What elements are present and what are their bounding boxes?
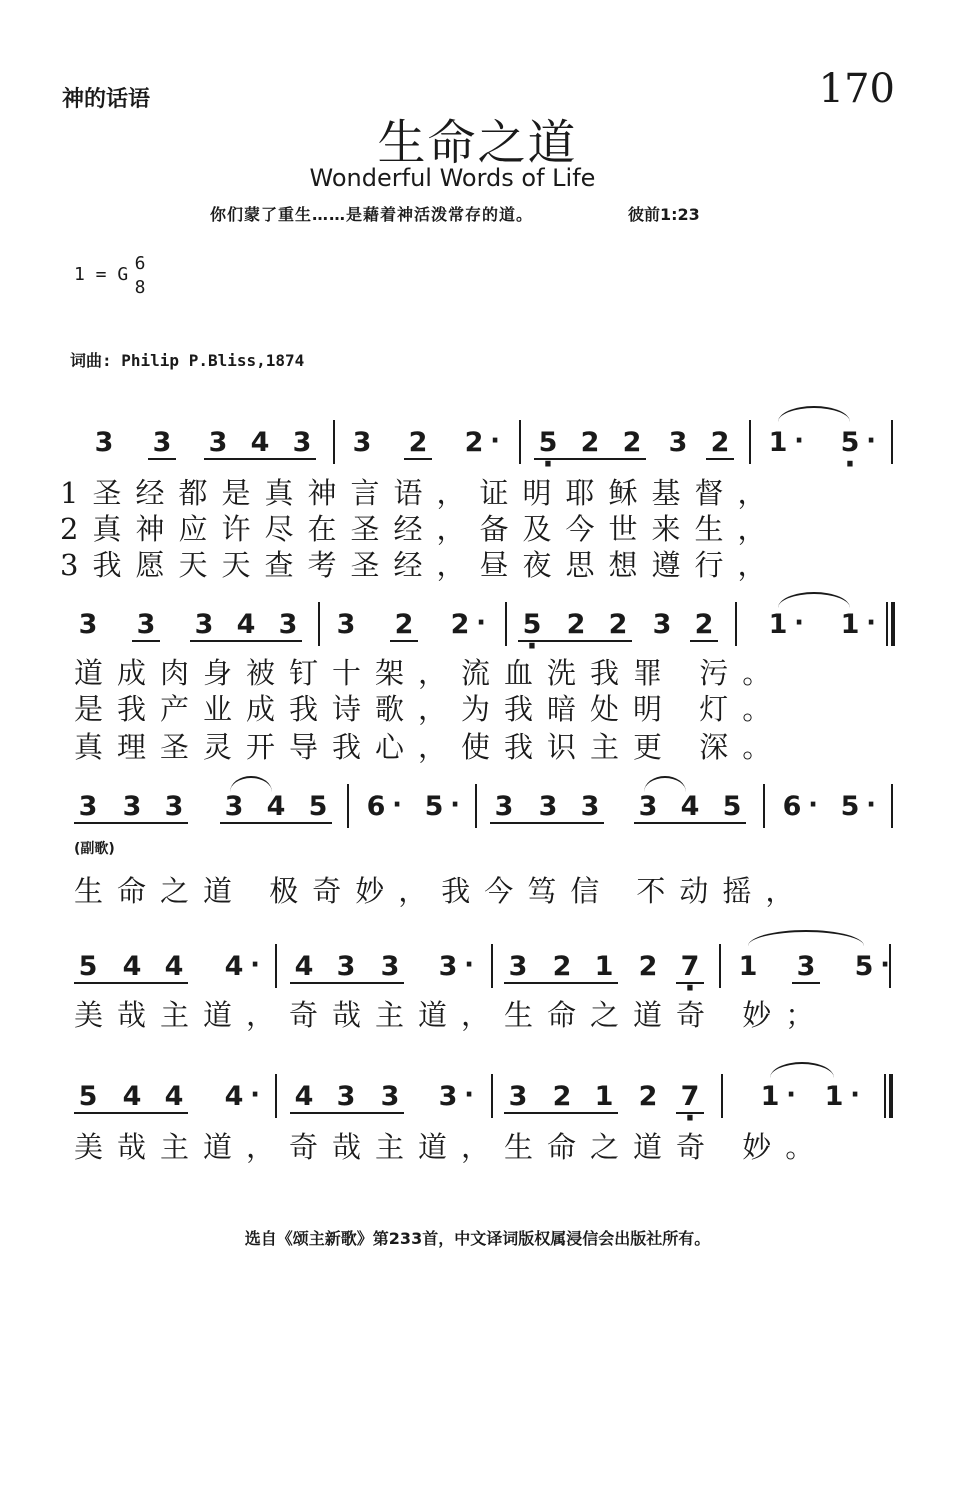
note: 6 ·	[778, 792, 806, 822]
composer-credit: 词曲: Philip P.Bliss,1874	[70, 351, 305, 370]
lyric-line: 美哉主道，奇哉主道，生命之道奇 妙；	[74, 998, 829, 1032]
note: 3	[224, 791, 244, 822]
copyright-footer: 选自《颂主新歌》第233首，中文译词版权属浸信会出版社所有。	[244, 1229, 711, 1248]
note: 4	[294, 1081, 314, 1112]
note: 2	[552, 1081, 572, 1112]
note: · 5	[518, 610, 546, 640]
note: 3	[278, 609, 298, 640]
beam	[706, 458, 734, 460]
note: 1 ·	[764, 610, 792, 640]
final-barline	[884, 1074, 893, 1118]
note: 3	[94, 427, 114, 458]
beam	[634, 822, 746, 824]
beam	[676, 982, 704, 984]
barline	[891, 784, 893, 828]
note: 3	[494, 791, 514, 822]
note: 3	[508, 1081, 528, 1112]
barline	[735, 602, 737, 646]
beam	[132, 640, 160, 642]
barline	[505, 602, 507, 646]
note: 1	[594, 1081, 614, 1112]
barline	[333, 420, 335, 464]
time-signature	[130, 252, 150, 300]
beam	[204, 458, 316, 460]
scripture-verse: 你们蒙了重生……是藉着神活泼常存的道。	[210, 205, 534, 224]
note: 3	[208, 427, 228, 458]
barline	[519, 420, 521, 464]
note: 5 ·	[420, 792, 448, 822]
beam	[518, 640, 632, 642]
note: 2 ·	[460, 428, 488, 458]
note: 2	[638, 1081, 658, 1112]
note: 2	[638, 951, 658, 982]
barline	[318, 602, 320, 646]
note: 3	[580, 791, 600, 822]
barline	[275, 1074, 277, 1118]
note: 3	[796, 951, 816, 982]
note: 4	[122, 951, 142, 982]
note: 5	[78, 1081, 98, 1112]
barline	[889, 944, 891, 988]
hymn-number: 170	[818, 66, 895, 112]
barline	[475, 784, 477, 828]
beam	[534, 458, 646, 460]
note: 3	[652, 609, 672, 640]
note: 1 ·	[764, 428, 792, 458]
slur	[778, 592, 850, 608]
note: 3	[380, 1081, 400, 1112]
beam	[190, 640, 302, 642]
note: · 5	[534, 428, 562, 458]
barline	[491, 1074, 493, 1118]
note: 2	[710, 427, 730, 458]
slur	[770, 1062, 834, 1078]
scripture-reference: 彼前1:23	[628, 205, 700, 224]
final-barline	[886, 602, 895, 646]
beam	[690, 640, 718, 642]
note: 1	[594, 951, 614, 982]
lyric-line: 3我愿天天查考圣经，昼夜思想遵行，	[60, 548, 781, 582]
key-signature: 1 = G	[74, 264, 129, 285]
note: 4	[294, 951, 314, 982]
beam	[74, 982, 188, 984]
page-title: 生命之道	[377, 115, 578, 171]
note: 3	[164, 791, 184, 822]
beam	[220, 822, 332, 824]
note: 4 ·	[220, 1082, 248, 1112]
note: 2	[408, 427, 428, 458]
beam	[676, 1112, 704, 1114]
beam	[490, 822, 604, 824]
beam	[504, 1112, 618, 1114]
note: 3	[194, 609, 214, 640]
note: 4 ·	[220, 952, 248, 982]
note: 5	[308, 791, 328, 822]
note: 3	[638, 791, 658, 822]
lyric-line: 真理圣灵开导我心，使我识主更 深。	[74, 730, 786, 764]
barline	[763, 784, 765, 828]
slur	[778, 406, 850, 422]
note: · 5 ·	[836, 428, 864, 458]
time-sig-bottom: 8	[134, 277, 146, 298]
note: 2	[608, 609, 628, 640]
note: 1 ·	[836, 610, 864, 640]
note: 5	[78, 951, 98, 982]
note: 4	[236, 609, 256, 640]
note: 4	[122, 1081, 142, 1112]
note: 4	[680, 791, 700, 822]
note: 2	[566, 609, 586, 640]
lyric-line: 道成肉身被钉十架，流血洗我罪 污。	[74, 656, 786, 690]
note: 3	[122, 791, 142, 822]
note: 3	[352, 427, 372, 458]
note: 3	[336, 609, 356, 640]
beam	[390, 640, 418, 642]
note: 3	[78, 609, 98, 640]
beam	[404, 458, 432, 460]
slur	[230, 776, 272, 792]
lyric-line: 美哉主道，奇哉主道，生命之道奇 妙。	[74, 1130, 829, 1164]
beam	[290, 1112, 404, 1114]
beam	[74, 1112, 188, 1114]
beam	[290, 982, 404, 984]
barline	[491, 944, 493, 988]
note: 1 ·	[756, 1082, 784, 1112]
chorus-label: (副歌)	[74, 841, 115, 857]
barline	[275, 944, 277, 988]
barline	[721, 1074, 723, 1118]
barline	[719, 944, 721, 988]
note: 1	[738, 951, 758, 982]
note: 3	[78, 791, 98, 822]
lyric-line: 2真神应许尽在圣经，备及今世来生，	[60, 512, 781, 546]
note: 5 ·	[850, 952, 878, 982]
note: 3	[292, 427, 312, 458]
note: 4	[250, 427, 270, 458]
note: 2	[580, 427, 600, 458]
note: 3 ·	[434, 952, 462, 982]
note: 3	[508, 951, 528, 982]
lyric-line: 生命之道 极奇妙，我今笃信 不动摇，	[74, 874, 809, 908]
lyric-line: 是我产业成我诗歌，为我暗处明 灯。	[74, 692, 786, 726]
note: 3	[152, 427, 172, 458]
note: 4	[164, 951, 184, 982]
note: 5 ·	[836, 792, 864, 822]
note: 2	[694, 609, 714, 640]
note: 2	[552, 951, 572, 982]
beam	[74, 822, 188, 824]
beam	[504, 982, 618, 984]
note: 3	[380, 951, 400, 982]
lyric-line: 1圣经都是真神言语，证明耶稣基督，	[60, 476, 781, 510]
english-title: Wonderful Words of Life	[309, 164, 596, 192]
note: 5	[722, 791, 742, 822]
hymnal-category: 神的话语	[62, 87, 151, 112]
barline	[347, 784, 349, 828]
note: 6 ·	[362, 792, 390, 822]
note: · 7	[676, 1082, 704, 1112]
note: 4	[266, 791, 286, 822]
note: 4	[164, 1081, 184, 1112]
note: 2	[394, 609, 414, 640]
barline	[749, 420, 751, 464]
note: · 7	[676, 952, 704, 982]
note: 3	[336, 1081, 356, 1112]
note: 3	[538, 791, 558, 822]
slur	[748, 930, 864, 946]
note: 2 ·	[446, 610, 474, 640]
beam	[792, 982, 820, 984]
time-sig-top: 6	[134, 253, 146, 274]
note: 1 ·	[820, 1082, 848, 1112]
note: 2	[622, 427, 642, 458]
beam	[148, 458, 176, 460]
note: 3	[668, 427, 688, 458]
slur	[644, 776, 686, 792]
note: 3 ·	[434, 1082, 462, 1112]
note: 3	[136, 609, 156, 640]
note: 3	[336, 951, 356, 982]
barline	[891, 420, 893, 464]
